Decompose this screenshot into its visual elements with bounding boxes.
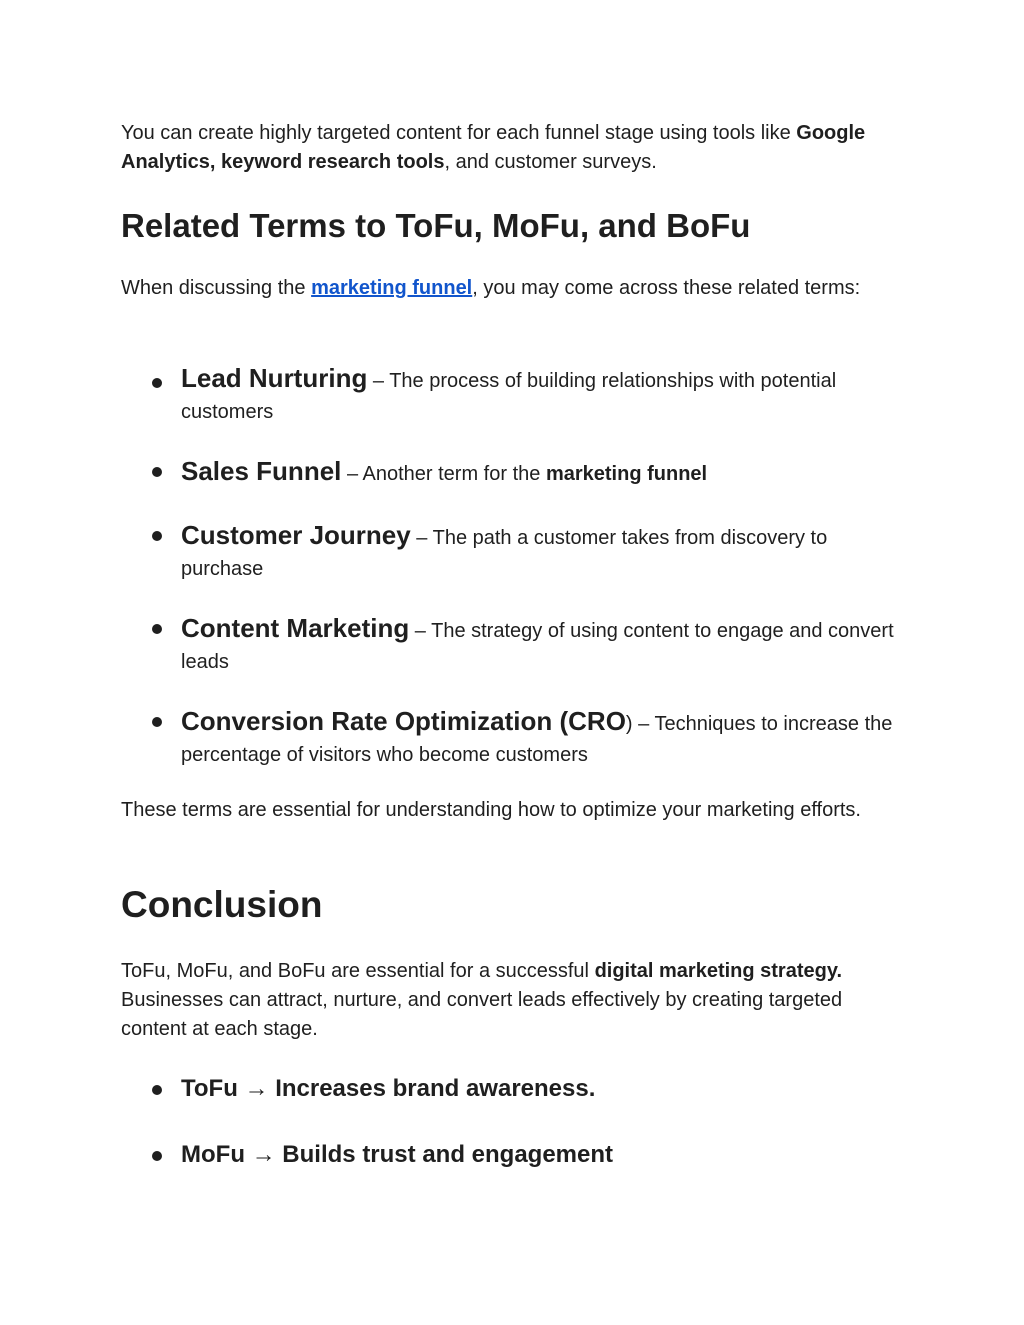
term-name: Conversion Rate Optimization (CRO xyxy=(181,706,626,736)
conclusion-paragraph xyxy=(121,957,911,1044)
intro-paragraph xyxy=(121,119,911,177)
term-name: Sales Funnel xyxy=(181,456,342,486)
term-name: Customer Journey xyxy=(181,520,411,550)
related-lead-after: , you may come across these related terms: xyxy=(472,277,861,299)
conclusion-heading: Conclusion xyxy=(121,884,323,925)
term-description: – Another term for the xyxy=(341,463,546,485)
bullet-icon xyxy=(152,467,162,477)
marketing-funnel-link[interactable]: marketing funnel xyxy=(311,277,473,299)
conclusion-text-after: Businesses can attract, nurture, and convert leads effectively by creating targeted content at each stage. xyxy=(121,989,843,1040)
list-item: ToFu → Increases brand awareness. xyxy=(181,1075,596,1102)
intro-text-after: , and customer surveys. xyxy=(444,151,657,173)
list-item xyxy=(181,613,911,678)
intro-bold-tools: Google Analytics, keyword research tools xyxy=(121,122,866,173)
term-name: Lead Nurturing xyxy=(181,363,368,393)
list-item xyxy=(181,363,911,428)
bullet-icon xyxy=(152,717,162,727)
term-description: ) – Techniques to increase the percentage of visitors who become customers xyxy=(181,713,893,766)
list-item xyxy=(181,520,911,585)
term-name: Content Marketing xyxy=(181,613,410,643)
related-terms-heading: Related Terms to ToFu, MoFu, and BoFu xyxy=(121,207,751,244)
term-description: – The strategy of using content to engage and convert leads xyxy=(181,620,894,673)
term-description-bold: marketing funnel xyxy=(545,463,708,485)
bullet-icon xyxy=(152,531,162,541)
conclusion-text-before: ToFu, MoFu, and BoFu are essential for a successful xyxy=(121,960,595,982)
list-item: MoFu → Builds trust and engagement xyxy=(181,1141,614,1168)
list-item xyxy=(181,456,911,490)
list-item xyxy=(181,706,911,771)
related-lead-before: When discussing the xyxy=(121,277,312,299)
intro-text-before: You can create highly targeted content for each funnel stage using tools like xyxy=(121,122,797,144)
bullet-icon xyxy=(152,624,162,634)
term-description: – The process of building relationships with potential customers xyxy=(181,370,837,423)
bullet-icon xyxy=(152,1085,162,1095)
related-closing-paragraph: These terms are essential for understanding how to optimize your marketing efforts. xyxy=(121,799,861,821)
conclusion-bold: digital marketing strategy. xyxy=(594,960,843,982)
related-lead-paragraph xyxy=(121,274,911,303)
bullet-icon xyxy=(152,1151,162,1161)
bullet-icon xyxy=(152,378,162,388)
term-description: – The path a customer takes from discovery to purchase xyxy=(181,527,828,580)
